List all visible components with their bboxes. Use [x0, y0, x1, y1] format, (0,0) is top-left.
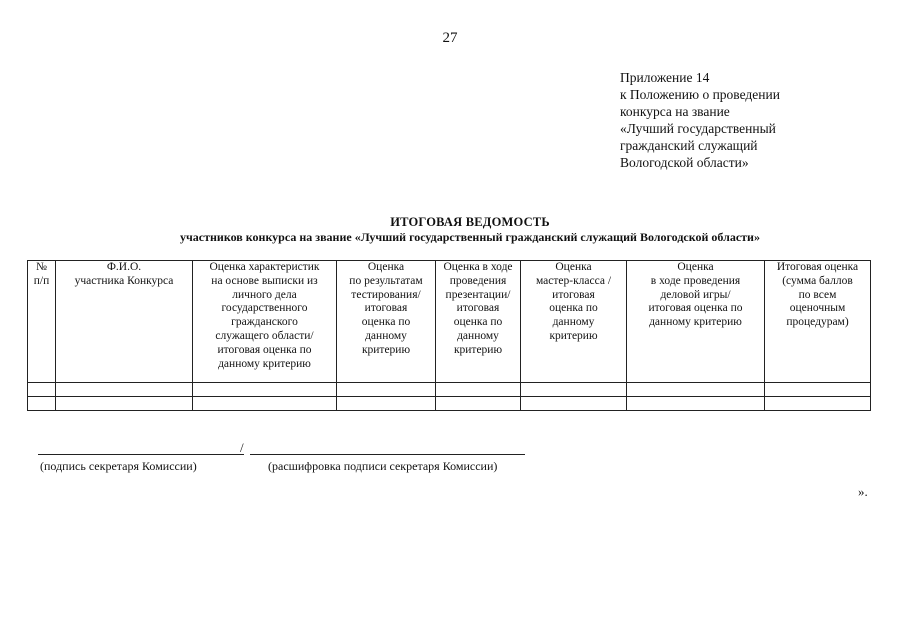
header-line: Итоговая оценка — [776, 261, 859, 273]
appendix-line: Вологодской области» — [620, 155, 749, 170]
header-line: (сумма баллов — [782, 274, 853, 287]
table-cell — [765, 383, 871, 397]
header-line: служащего области/ — [215, 329, 314, 342]
table-cell — [337, 397, 436, 411]
header-line: критерию — [361, 343, 411, 356]
header-line: участника Конкурса — [74, 274, 174, 287]
table-cell — [436, 397, 521, 411]
header-line: № — [36, 261, 47, 273]
header-line: данному критерию — [218, 357, 311, 370]
header-full-name — [56, 261, 193, 383]
header-line: данному — [457, 329, 499, 342]
header-line: данному — [552, 316, 595, 329]
header-master-class — [521, 261, 627, 383]
header-line: Оценка — [555, 261, 592, 273]
table-header-row — [28, 261, 871, 383]
header-line: Ф.И.О. — [106, 261, 142, 273]
header-line: оценочным — [789, 302, 846, 315]
header-line: Оценка — [367, 261, 405, 273]
table-cell — [337, 383, 436, 397]
table-cell — [627, 397, 765, 411]
header-testing — [337, 261, 436, 383]
table-cell — [627, 383, 765, 397]
table-cell — [56, 397, 193, 411]
document-title: ИТОГОВАЯ ВЕДОМОСТЬ — [390, 215, 550, 229]
appendix-line: конкурса на звание — [620, 104, 730, 119]
header-line: итоговая оценка по — [217, 343, 312, 356]
page-number: 27 — [442, 30, 458, 46]
header-line: Оценка — [677, 261, 714, 273]
header-line: Оценка характеристик — [209, 261, 320, 273]
table-cell — [56, 383, 193, 397]
header-line: по всем — [798, 288, 837, 301]
header-line: п/п — [33, 274, 50, 287]
signature-caption: (подпись секретаря Комиссии) — [40, 459, 197, 473]
table-cell — [28, 397, 56, 411]
header-line: проведения — [449, 274, 507, 287]
signature-decryption-caption: (расшифровка подписи секретаря Комиссии) — [268, 459, 498, 473]
header-line: тестирования/ — [351, 288, 421, 301]
appendix-line: «Лучший государственный — [620, 121, 776, 136]
header-business-game — [627, 261, 765, 383]
table-row — [28, 383, 871, 397]
header-line: по результатам — [349, 274, 423, 287]
table-cell — [436, 383, 521, 397]
closing-quote: ». — [858, 484, 868, 499]
table-row — [28, 397, 871, 411]
header-line: гражданского — [231, 316, 298, 329]
appendix-line: гражданский служащий — [620, 138, 758, 153]
appendix-line: Приложение 14 — [620, 70, 710, 85]
header-line: данному — [365, 329, 407, 342]
header-line: деловой игры/ — [660, 288, 731, 301]
header-line: Оценка в ходе — [443, 261, 513, 273]
header-total-score — [765, 261, 871, 383]
header-line: критерию — [549, 329, 598, 342]
header-line: государственного — [221, 302, 308, 315]
header-presentation — [436, 261, 521, 383]
table-cell — [765, 397, 871, 411]
header-line: критерию — [453, 343, 503, 356]
header-line: презентации/ — [445, 288, 511, 301]
signature-decryption-line — [250, 454, 525, 455]
header-line: оценка по — [549, 302, 598, 315]
table-cell — [521, 397, 627, 411]
header-line: личного дела — [232, 288, 297, 301]
header-line: на основе выписки из — [211, 274, 318, 287]
header-line: итоговая — [364, 302, 408, 315]
table-cell — [521, 383, 627, 397]
appendix-reference — [620, 69, 890, 171]
signature-separator: / — [240, 440, 244, 455]
header-line: оценка по — [453, 316, 503, 329]
header-line: итоговая — [456, 302, 500, 315]
document-subtitle: участников конкурса на звание «Лучший государственный гражданский служащий Вологодской области» — [180, 230, 760, 244]
signature-line — [38, 454, 244, 455]
table-cell — [193, 397, 337, 411]
header-line: данному критерию — [649, 316, 742, 329]
header-line: мастер-класса / — [535, 274, 612, 287]
header-number — [28, 261, 56, 383]
summary-sheet-table — [27, 260, 871, 411]
header-line: оценка по — [361, 316, 411, 329]
header-line: итоговая — [552, 288, 595, 301]
table-cell — [28, 383, 56, 397]
header-characteristics — [193, 261, 337, 383]
header-line: итоговая оценка по — [648, 302, 743, 315]
table-cell — [193, 383, 337, 397]
header-line: процедурам) — [786, 316, 849, 329]
header-line: в ходе проведения — [650, 274, 741, 287]
appendix-line: к Положению о проведении — [620, 87, 780, 102]
